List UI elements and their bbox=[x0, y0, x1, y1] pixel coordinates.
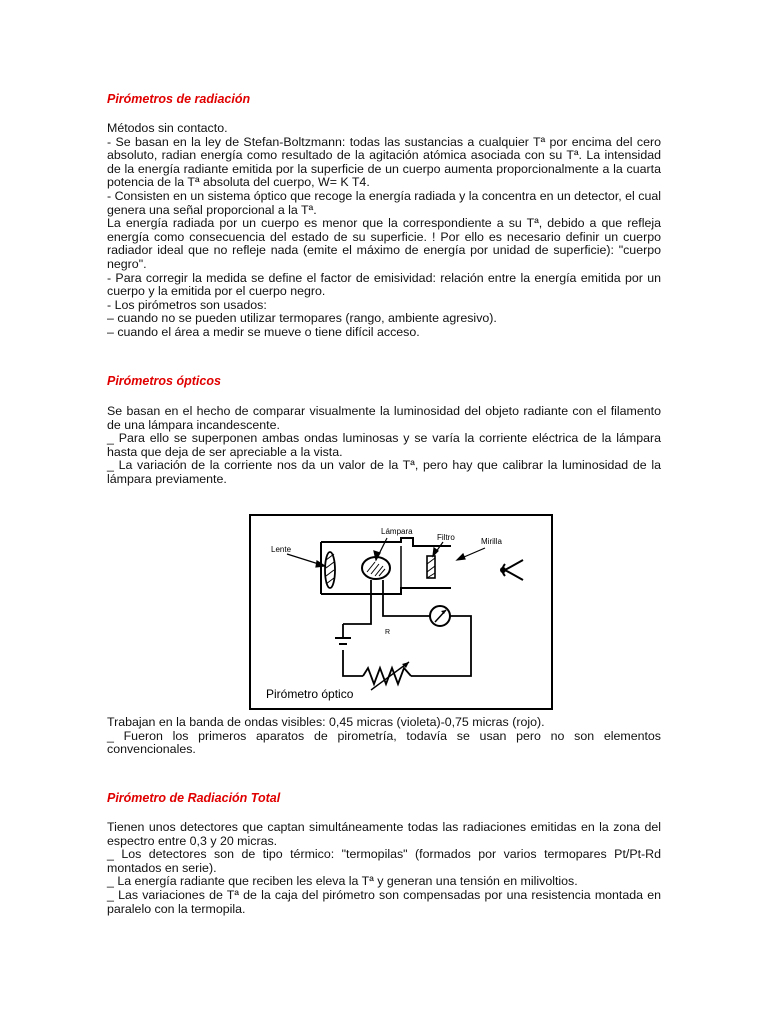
section-body-opticos-after-figure bbox=[107, 716, 661, 757]
section-title-opticos: Pirómetros ópticos bbox=[107, 374, 221, 388]
paragraph-line: - Los pirómetros son usados: bbox=[107, 297, 267, 312]
paragraph-line: _ Los detectores son de tipo térmico: "termopilas" (formados por varios termopares Pt/Pt-Rd montados en serie). bbox=[107, 847, 661, 875]
paragraph-line: – cuando no se pueden utilizar termopares (rango, ambiente agresivo). bbox=[107, 311, 497, 326]
section-title-radiacion: Pirómetros de radiación bbox=[107, 92, 251, 106]
section-body-radiacion-total bbox=[107, 821, 661, 916]
paragraph-line: Tienen unos detectores que captan simultáneamente todas las radiaciones emitidas en la zona del espectro entre 0,3 y 20 micras. bbox=[107, 820, 661, 848]
label-lampara: Lámpara bbox=[381, 527, 413, 536]
paragraph-line: - Se basan en la ley de Stefan-Boltzmann: todas las sustancias a cualquier Tª por encima del cero absoluto, radian energía como resultado de la agitación atómica asociada con su Tª. La intensidad de la energía radiante emitida por la superficie de un cuerpo aumenta proporcionalmente a la cuarta potencia de la Tª absoluta del cuerpo, W= K T4. bbox=[107, 134, 661, 190]
optical-pyrometer-figure bbox=[249, 514, 553, 710]
paragraph-line: - Para corregir la medida se define el factor de emisividad: relación entre la energía emitida por un cuerpo y la emitida por el cuerpo negro. bbox=[107, 270, 661, 299]
resistor-icon bbox=[363, 668, 411, 684]
label-resistor: R bbox=[385, 629, 391, 636]
paragraph-line: Se basan en el hecho de comparar visualmente la luminosidad del objeto radiante con el filamento de una lámpara incandescente. bbox=[107, 404, 661, 432]
optical-pyrometer-diagram bbox=[251, 516, 551, 708]
paragraph-line: _ La variación de la corriente nos da un valor de la Tª, pero hay que calibrar la luminosidad de la lámpara previamente. bbox=[107, 458, 661, 486]
paragraph-line: Métodos sin contacto. bbox=[107, 121, 228, 135]
figure-caption: Pirómetro óptico bbox=[266, 687, 354, 701]
paragraph-line: _ La energía radiante que reciben les eleva la Tª y generan una tensión en milivoltios. bbox=[107, 874, 578, 889]
paragraph-line: _ Fueron los primeros aparatos de pirometría, todavía se usan pero no son elementos convencionales. bbox=[107, 728, 661, 757]
paragraph-line: La energía radiada por un cuerpo es menor que la correspondiente a su Tª, debido a que refleja energía como consecuencia del estado de su superficie. ! Por ello es necesario definir un cuerpo radiador ideal que no refleje nada (emite el máximo de energía por unidad de superficie): "cuerpo negro". bbox=[107, 216, 661, 271]
label-filtro: Filtro bbox=[437, 533, 455, 542]
eye-pupil bbox=[500, 567, 506, 573]
label-lente: Lente bbox=[271, 545, 292, 554]
paragraph-line: _ Las variaciones de Tª de la caja del pirómetro son compensadas por una resistencia montada en paralelo con la termopila. bbox=[107, 887, 661, 916]
section-title-radiacion-total: Pirómetro de Radiación Total bbox=[107, 791, 281, 805]
paragraph-line: Trabajan en la banda de ondas visibles: 0,45 micras (violeta)-0,75 micras (rojo). bbox=[107, 715, 545, 729]
paragraph-line: - Consisten en un sistema óptico que recoge la energía radiada y la concentra en un detector, el cual genera una señal proporcional a la Tª. bbox=[107, 188, 661, 217]
battery-icon bbox=[335, 638, 351, 644]
paragraph-line: _ Para ello se superponen ambas ondas luminosas y se varía la corriente eléctrica de la lámpara hasta que deja de ser apreciable a la vista. bbox=[107, 431, 661, 459]
paragraph-line: – cuando el área a medir se mueve o tiene difícil acceso. bbox=[107, 324, 420, 339]
label-mirilla: Mirilla bbox=[481, 537, 502, 546]
section-body-opticos bbox=[107, 405, 661, 487]
section-body-radiacion bbox=[107, 122, 661, 340]
tube-bottom-outline bbox=[321, 588, 451, 594]
